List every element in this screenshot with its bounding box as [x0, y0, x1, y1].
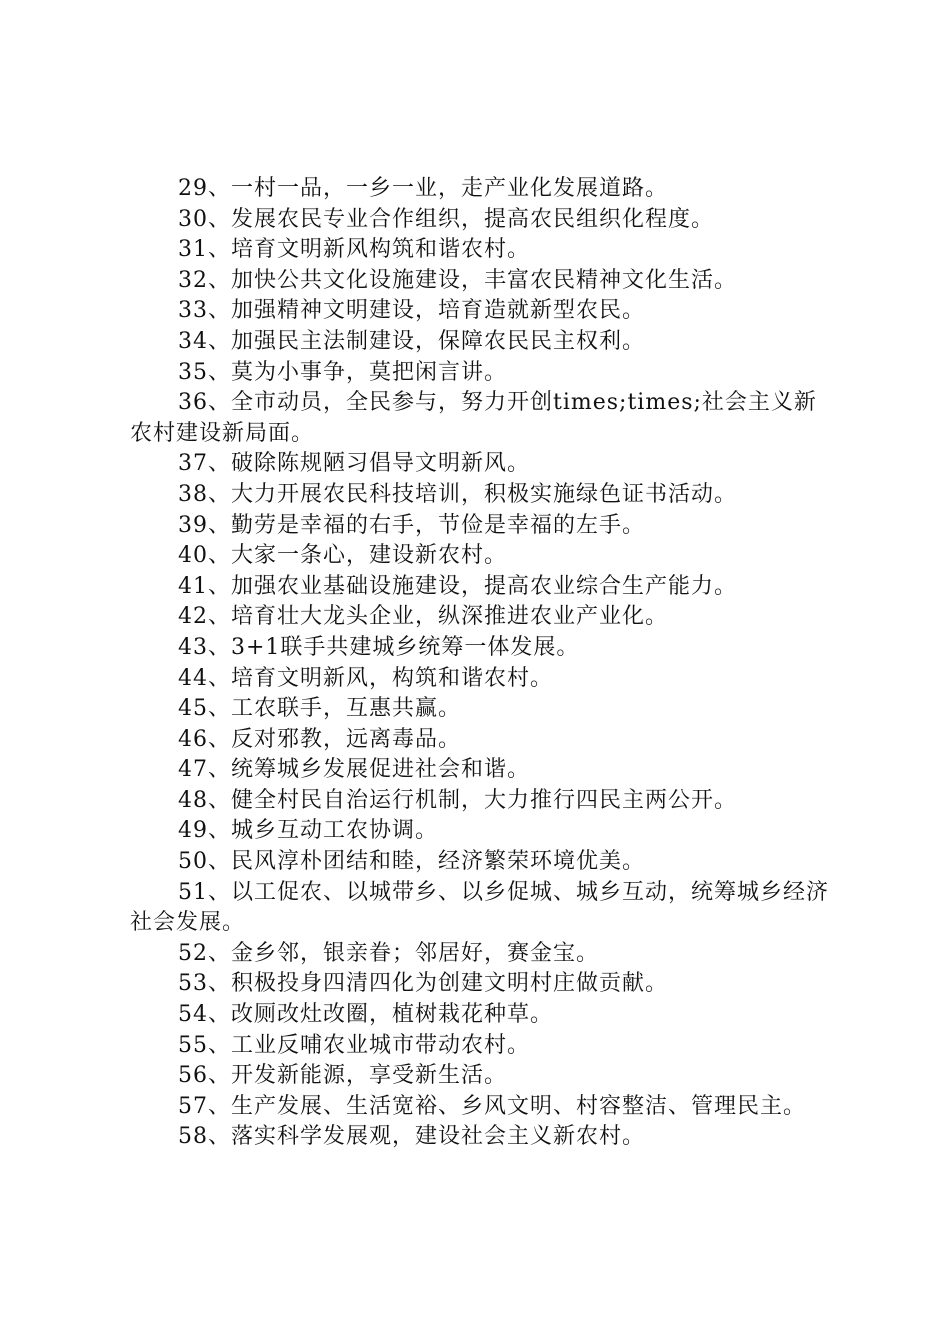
list-item: 31、培育文明新风构筑和谐农村。 [178, 237, 530, 263]
list-item: 33、加强精神文明建设，培育造就新型农民。 [178, 298, 645, 324]
slogan-list [130, 174, 835, 1153]
list-item: 32、加快公共文化设施建设，丰富农民精神文化生活。 [178, 267, 737, 293]
list-item: 38、大力开展农民科技培训，积极实施绿色证书活动。 [178, 481, 737, 507]
list-item: 55、工业反哺农业城市带动农村。 [178, 1032, 530, 1058]
list-item: 53、积极投身四清四化为创建文明村庄做贡献。 [178, 971, 668, 997]
list-item: 44、培育文明新风，构筑和谐农村。 [178, 665, 553, 691]
list-item: 51、以工促农、以城带乡、以乡促城、城乡互动，统筹城乡经济社会发展。 [130, 879, 829, 936]
list-item: 50、民风淳朴团结和睦，经济繁荣环境优美。 [178, 849, 645, 875]
list-item: 52、金乡邻，银亲眷；邻居好，赛金宝。 [178, 940, 599, 966]
list-item: 42、培育壮大龙头企业，纵深推进农业产业化。 [178, 604, 668, 630]
list-item: 43、3+1联手共建城乡统筹一体发展。 [178, 634, 580, 660]
list-item: 45、工农联手，互惠共赢。 [178, 696, 461, 722]
list-item: 35、莫为小事争，莫把闲言讲。 [178, 359, 507, 385]
list-item: 37、破除陈规陋习倡导文明新风。 [178, 451, 530, 477]
list-item: 29、一村一品，一乡一业，走产业化发展道路。 [178, 176, 668, 201]
list-item: 54、改厕改灶改圈，植树栽花种草。 [178, 1002, 553, 1028]
list-item: 46、反对邪教，远离毒品。 [178, 726, 461, 752]
list-item: 40、大家一条心，建设新农村。 [178, 543, 507, 569]
list-item: 47、统筹城乡发展促进社会和谐。 [178, 757, 530, 783]
list-item: 41、加强农业基础设施建设，提高农业综合生产能力。 [178, 573, 737, 599]
list-item: 30、发展农民专业合作组织，提高农民组织化程度。 [178, 206, 714, 232]
list-item: 36、全市动员，全民参与，努力开创times;times;社会主义新农村建设新局面。 [130, 390, 817, 446]
list-item: 49、城乡互动工农协调。 [178, 818, 438, 844]
list-item: 34、加强民主法制建设，保障农民民主权利。 [178, 328, 645, 354]
list-item: 58、落实科学发展观，建设社会主义新农村。 [178, 1124, 645, 1150]
list-item: 57、生产发展、生活宽裕、乡风文明、村容整洁、管理民主。 [178, 1093, 806, 1119]
list-item: 48、健全村民自治运行机制，大力推行四民主两公开。 [178, 787, 737, 813]
list-item: 39、勤劳是幸福的右手，节俭是幸福的左手。 [178, 512, 645, 538]
list-item: 56、开发新能源，享受新生活。 [178, 1063, 507, 1089]
